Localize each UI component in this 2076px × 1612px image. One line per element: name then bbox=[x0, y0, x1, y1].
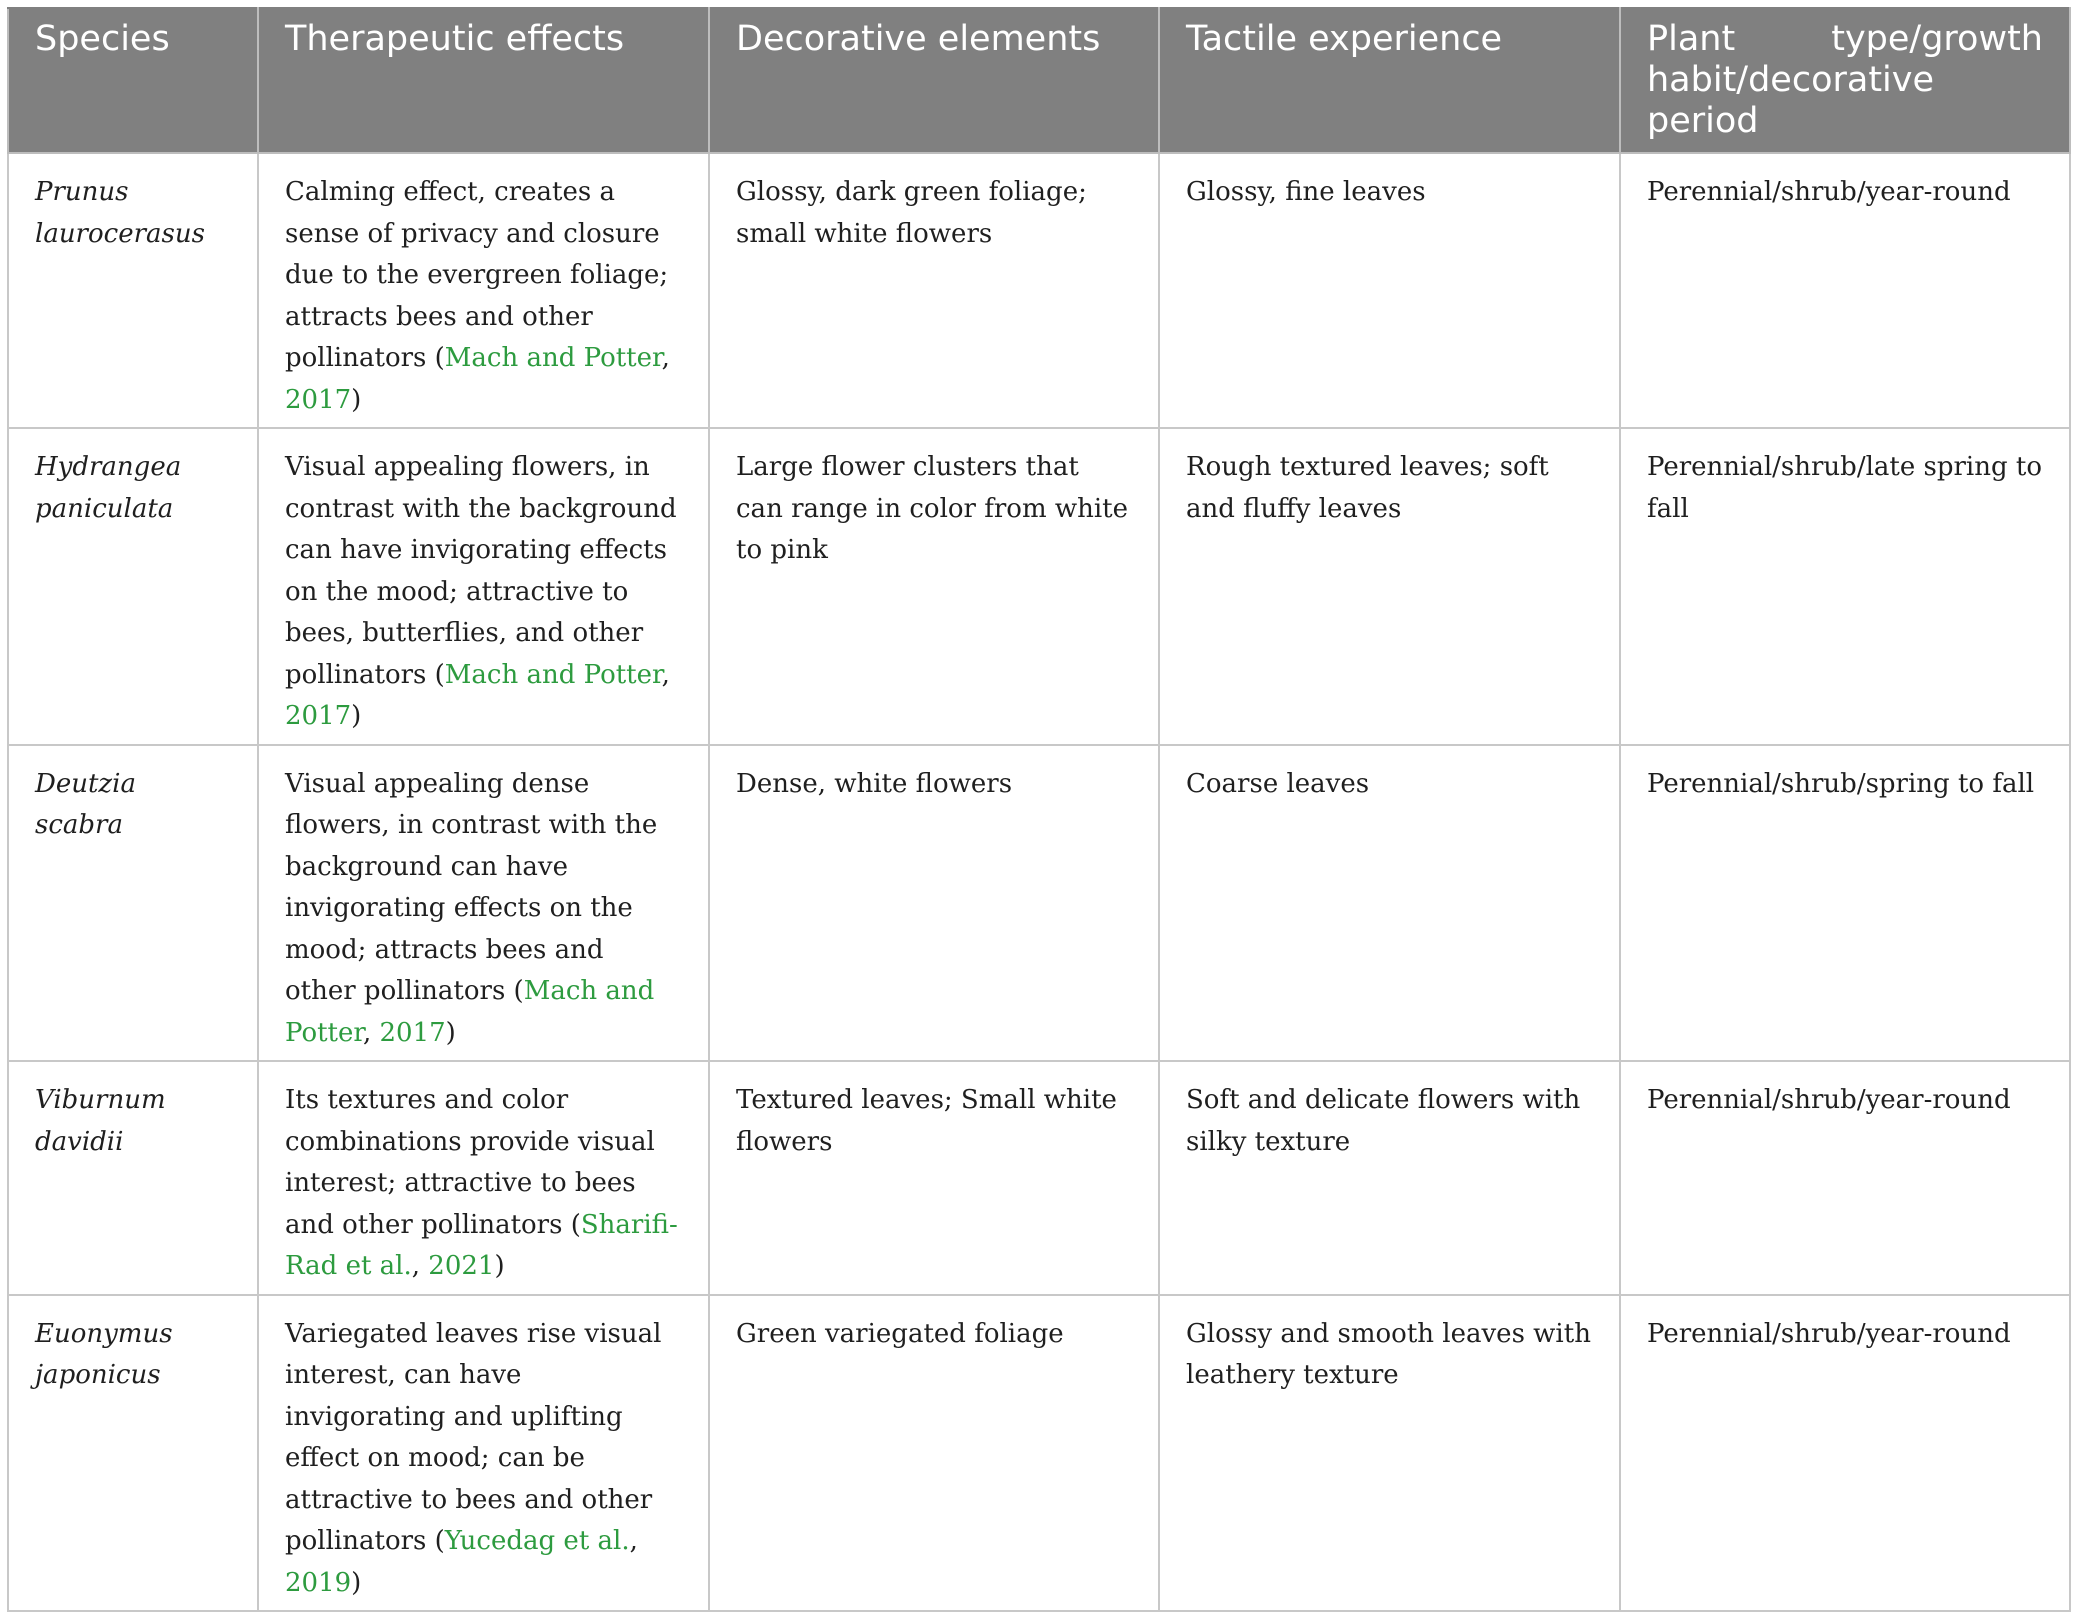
citation-close: ) bbox=[445, 1017, 456, 1048]
tactile-cell: Rough textured leaves; soft and fluffy leaves bbox=[1159, 428, 1620, 745]
plant-type-cell: Perennial/shrub/year-round bbox=[1620, 153, 2070, 428]
therapeutic-text: Visual appealing dense flowers, in contrast with the background can have invigorating effects on the mood; attracts bees and other pollinators ( bbox=[285, 768, 658, 1006]
plant-type-cell: Perennial/shrub/late spring to fall bbox=[1620, 428, 2070, 745]
plant-type-cell: Perennial/shrub/year-round bbox=[1620, 1061, 2070, 1295]
citation-separator: , bbox=[411, 1251, 429, 1281]
therapeutic-cell bbox=[258, 153, 709, 428]
tactile-cell: Soft and delicate flowers with silky texture bbox=[1159, 1061, 1620, 1295]
table-row bbox=[8, 745, 2070, 1062]
citation-link[interactable]: Mach and Potter bbox=[444, 659, 662, 690]
therapeutic-text: Calming effect, creates a sense of privacy and closure due to the evergreen foliage; attracts bees and other pollinators ( bbox=[285, 177, 669, 373]
therapeutic-text: Variegated leaves rise visual interest, can have invigorating and uplifting effect on mood; can be attractive to bees and other pollinators ( bbox=[285, 1318, 662, 1556]
species-cell: Hydrangea paniculata bbox=[8, 428, 258, 745]
plant-type-cell: Perennial/shrub/spring to fall bbox=[1620, 745, 2070, 1062]
therapeutic-text: Visual appealing flowers, in contrast with the background can have invigorating effects on the mood; attractive to bees, butterflies, and other pollinators ( bbox=[285, 452, 677, 690]
citation-close: ) bbox=[351, 1567, 362, 1598]
citation-link[interactable]: Mach and Potter bbox=[444, 343, 662, 373]
citation-year-link[interactable]: 2021 bbox=[428, 1251, 495, 1281]
decorative-cell: Textured leaves; Small white flowers bbox=[709, 1061, 1159, 1295]
therapeutic-text: Its textures and color combinations provide visual interest; attractive to bees and other pollinators ( bbox=[285, 1085, 655, 1240]
citation-link[interactable]: Mach and Potter bbox=[285, 976, 655, 1048]
decorative-cell: Dense, white flowers bbox=[709, 745, 1159, 1062]
header-tactile-experience: Tactile experience bbox=[1159, 8, 1620, 153]
citation-year-link[interactable]: 2017 bbox=[285, 701, 352, 731]
decorative-cell: Green variegated foliage bbox=[709, 1295, 1159, 1612]
header-therapeutic-effects: Therapeutic effects bbox=[258, 8, 709, 153]
table-row bbox=[8, 1061, 2070, 1295]
header-decorative-elements: Decorative elements bbox=[709, 8, 1159, 153]
citation-year-link[interactable]: 2017 bbox=[285, 384, 352, 415]
decorative-cell: Glossy, dark green foliage; small white flowers bbox=[709, 153, 1159, 428]
decorative-cell: Large flower clusters that can range in color from white to pink bbox=[709, 428, 1159, 745]
table-row bbox=[8, 153, 2070, 428]
citation-separator: , bbox=[661, 659, 670, 690]
citation-close: ) bbox=[351, 384, 362, 415]
citation-close: ) bbox=[351, 701, 362, 731]
citation-separator: , bbox=[362, 1017, 380, 1048]
table-row bbox=[8, 428, 2070, 745]
species-table bbox=[7, 7, 2071, 1612]
species-cell: Deutzia scabra bbox=[8, 745, 258, 1062]
table-row bbox=[8, 1295, 2070, 1612]
header-row bbox=[8, 8, 2070, 153]
citation-year-link[interactable]: 2019 bbox=[285, 1567, 352, 1598]
tactile-cell: Coarse leaves bbox=[1159, 745, 1620, 1062]
species-cell: Euonymus japonicus bbox=[8, 1295, 258, 1612]
therapeutic-cell bbox=[258, 428, 709, 745]
citation-close: ) bbox=[494, 1251, 505, 1281]
species-cell: Viburnum davidii bbox=[8, 1061, 258, 1295]
table-header bbox=[8, 8, 2070, 153]
therapeutic-cell bbox=[258, 1295, 709, 1612]
citation-separator: , bbox=[661, 343, 670, 373]
species-cell: Prunus laurocerasus bbox=[8, 153, 258, 428]
tactile-cell: Glossy and smooth leaves with leathery texture bbox=[1159, 1295, 1620, 1612]
therapeutic-cell bbox=[258, 745, 709, 1062]
table-body bbox=[8, 153, 2070, 1611]
citation-separator: , bbox=[629, 1526, 638, 1556]
tactile-cell: Glossy, fine leaves bbox=[1159, 153, 1620, 428]
citation-year-link[interactable]: 2017 bbox=[379, 1017, 446, 1048]
header-plant-type: Plant type/growth habit/decorative period bbox=[1620, 8, 2070, 153]
therapeutic-cell bbox=[258, 1061, 709, 1295]
citation-link[interactable]: Yucedag et al. bbox=[444, 1526, 630, 1556]
header-species: Species bbox=[8, 8, 258, 153]
plant-type-cell: Perennial/shrub/year-round bbox=[1620, 1295, 2070, 1612]
citation-link[interactable]: Sharifi-Rad et al. bbox=[285, 1209, 678, 1281]
